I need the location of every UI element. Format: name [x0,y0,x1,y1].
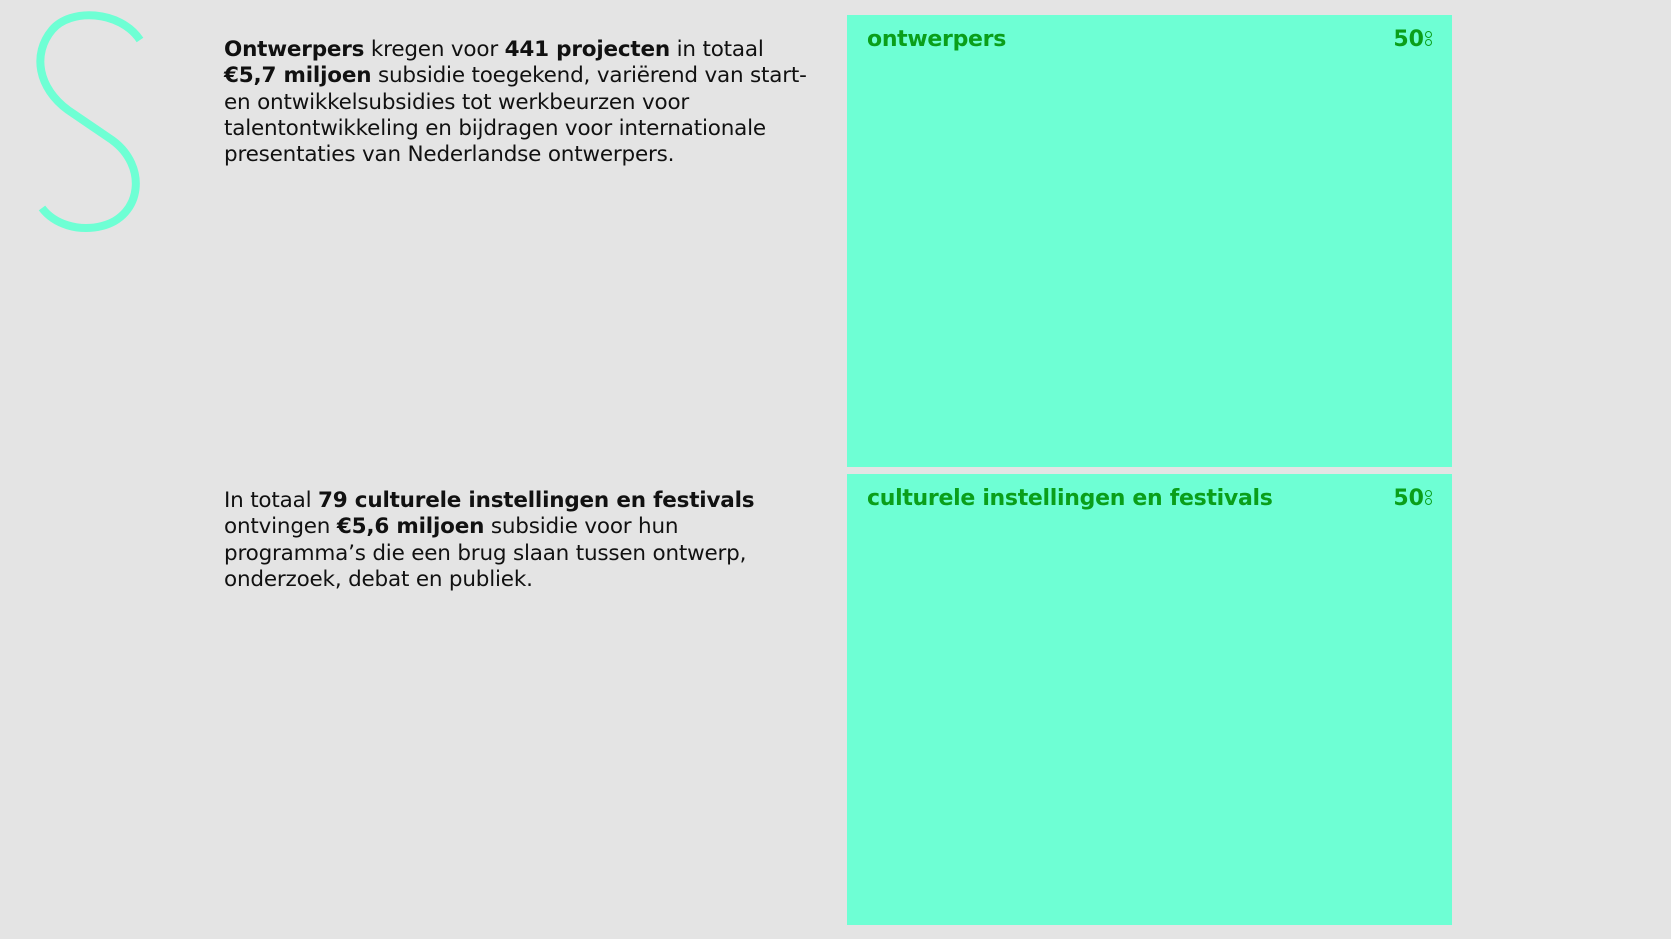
badge-number: 50 [1393,486,1424,511]
text-segment: subsidie toegekend, variërend van start- en ontwikkelsubsidies tot werkbeurzen voor talentontwikkeling en bijdragen voor internationale presentaties van Nederlandse ontwerpers. [224,63,807,168]
ontwerpers-description [224,37,814,168]
s-logo-icon [30,8,150,236]
panel-badge [1393,486,1432,511]
instellingen-amount: €5,6 miljoen [336,514,485,540]
panel-title: ontwerpers [867,27,1007,52]
text-segment: in totaal [670,37,764,62]
panel-badge [1393,27,1432,52]
project-count: 441 projecten [504,37,670,62]
ontwerpers-panel [847,15,1452,467]
text-segment: In totaal [224,488,318,513]
instellingen-description [224,488,814,593]
panel-title: culturele instellingen en festivals [867,486,1273,511]
text-segment: kregen voor [364,37,505,62]
text-segment: ontvingen [224,514,337,540]
instellingen-panel [847,474,1452,925]
ontwerpers-amount: €5,7 miljoen [224,63,372,89]
badge-circles-icon [1425,490,1432,506]
ontwerpers-label: Ontwerpers [224,37,365,62]
badge-number: 50 [1393,27,1424,52]
text-segment: subsidie voor hun programma’s die een brug slaan tussen ontwerp, onderzoek, debat en publiek. [224,514,747,592]
instellingen-count: 79 culturele instellingen en festivals [317,488,755,513]
badge-circles-icon [1425,31,1432,47]
